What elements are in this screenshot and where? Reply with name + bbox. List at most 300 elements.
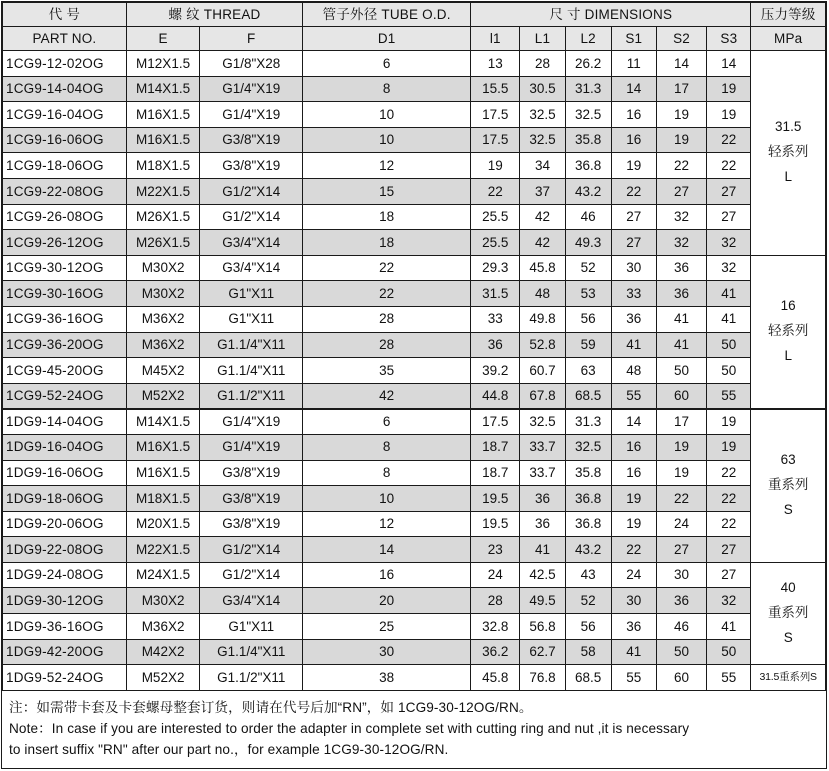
cell-L2: 35.8 — [565, 127, 611, 153]
part-number-cell: 1CG9-26-12OG — [3, 230, 127, 256]
part-number-cell: 1CG9-52-24OG — [3, 383, 127, 409]
cell-E: M14X1.5 — [126, 76, 199, 102]
cell-E: M16X1.5 — [126, 127, 199, 153]
cell-S3: 22 — [707, 460, 751, 486]
part-number-cell: 1CG9-30-12OG — [3, 255, 127, 281]
header-col-S2: S2 — [656, 27, 706, 51]
cell-L1: 42 — [520, 204, 565, 230]
part-number-cell: 1CG9-36-20OG — [3, 332, 127, 358]
cell-S2: 22 — [656, 486, 706, 512]
cell-S2: 24 — [656, 511, 706, 537]
cell-S2: 19 — [656, 127, 706, 153]
pressure-class-line: 轻系列 — [767, 144, 809, 160]
cell-l1: 19.5 — [471, 511, 520, 537]
table-row — [3, 409, 826, 435]
cell-S2: 50 — [656, 639, 706, 665]
cell-D1: 18 — [303, 230, 471, 256]
cell-S1: 16 — [611, 434, 656, 460]
cell-L1: 33.7 — [520, 434, 565, 460]
cell-L1: 56.8 — [520, 614, 565, 640]
cell-L2: 43.2 — [565, 537, 611, 563]
cell-S1: 22 — [611, 537, 656, 563]
table-row — [3, 281, 826, 307]
cell-L2: 26.2 — [565, 51, 611, 77]
cell-F: G1/2"X14 — [200, 562, 303, 588]
cell-F: G1/4"X19 — [200, 409, 303, 435]
cell-L2: 32.5 — [565, 434, 611, 460]
cell-S1: 36 — [611, 306, 656, 332]
cell-S1: 24 — [611, 562, 656, 588]
cell-L2: 49.3 — [565, 230, 611, 256]
note-chinese: 注：如需带卡套及卡套螺母整套订货，则请在代号后加“RN”，如 1CG9-30-12OG/RN。 — [9, 699, 533, 715]
cell-E: M16X1.5 — [126, 460, 199, 486]
part-number-cell: 1CG9-14-04OG — [3, 76, 127, 102]
part-number-cell: 1CG9-26-08OG — [3, 204, 127, 230]
header-col-d1: D1 — [303, 27, 471, 51]
cell-S3: 27 — [707, 537, 751, 563]
header-col-L1: L1 — [520, 27, 565, 51]
cell-D1: 30 — [303, 639, 471, 665]
table-body — [3, 51, 826, 691]
cell-S2: 32 — [656, 230, 706, 256]
cell-L1: 30.5 — [520, 76, 565, 102]
cell-F: G1.1/4"X11 — [200, 358, 303, 384]
part-number-cell: 1DG9-20-06OG — [3, 511, 127, 537]
cell-S3: 41 — [707, 281, 751, 307]
cell-S3: 14 — [707, 51, 751, 77]
pressure-class-line: 31.5 — [775, 119, 802, 135]
cell-S1: 14 — [611, 409, 656, 435]
cell-L1: 62.7 — [520, 639, 565, 665]
cell-E: M20X1.5 — [126, 511, 199, 537]
pressure-class-line: 重系列 — [767, 477, 809, 493]
cell-D1: 10 — [303, 486, 471, 512]
pressure-class-line: S — [783, 630, 793, 646]
cell-L2: 36.8 — [565, 511, 611, 537]
cell-S3: 27 — [707, 204, 751, 230]
cell-D1: 35 — [303, 358, 471, 384]
cell-D1: 28 — [303, 306, 471, 332]
cell-L1: 49.5 — [520, 588, 565, 614]
cell-S3: 41 — [707, 614, 751, 640]
cell-L2: 43.2 — [565, 178, 611, 204]
header-col-L2: L2 — [565, 27, 611, 51]
cell-D1: 14 — [303, 537, 471, 563]
cell-l1: 44.8 — [471, 383, 520, 409]
table-row — [3, 255, 826, 281]
cell-E: M36X2 — [126, 614, 199, 640]
cell-D1: 22 — [303, 281, 471, 307]
table-row — [3, 639, 826, 665]
cell-L1: 32.5 — [520, 127, 565, 153]
cell-L2: 53 — [565, 281, 611, 307]
pressure-class-cell — [751, 409, 826, 563]
part-number-cell: 1DG9-14-04OG — [3, 409, 127, 435]
cell-L2: 52 — [565, 255, 611, 281]
cell-D1: 38 — [303, 665, 471, 691]
pressure-class-cell — [751, 665, 826, 691]
cell-S2: 46 — [656, 614, 706, 640]
cell-l1: 25.5 — [471, 230, 520, 256]
cell-S2: 32 — [656, 204, 706, 230]
table-row — [3, 306, 826, 332]
cell-L1: 42 — [520, 230, 565, 256]
pressure-class-line: 轻系列 — [767, 323, 809, 339]
cell-E: M45X2 — [126, 358, 199, 384]
pressure-class-line: L — [784, 169, 792, 185]
pressure-class-line: 31.5重系列S — [759, 670, 817, 683]
cell-E: M42X2 — [126, 639, 199, 665]
cell-S2: 17 — [656, 76, 706, 102]
cell-L2: 36.8 — [565, 486, 611, 512]
cell-S1: 30 — [611, 255, 656, 281]
cell-E: M30X2 — [126, 281, 199, 307]
cell-L1: 45.8 — [520, 255, 565, 281]
cell-S3: 41 — [707, 306, 751, 332]
part-number-cell: 1CG9-36-16OG — [3, 306, 127, 332]
cell-E: M26X1.5 — [126, 204, 199, 230]
cell-S3: 32 — [707, 230, 751, 256]
cell-D1: 6 — [303, 51, 471, 77]
cell-S3: 50 — [707, 332, 751, 358]
cell-S1: 55 — [611, 383, 656, 409]
cell-S1: 19 — [611, 153, 656, 179]
cell-F: G3/8"X19 — [200, 486, 303, 512]
cell-L1: 41 — [520, 537, 565, 563]
cell-S3: 22 — [707, 127, 751, 153]
cell-S3: 50 — [707, 639, 751, 665]
header-part-no: PART NO. — [3, 27, 127, 51]
table-row — [3, 204, 826, 230]
cell-E: M52X2 — [126, 665, 199, 691]
cell-F: G3/4"X14 — [200, 588, 303, 614]
cell-F: G1.1/2"X11 — [200, 383, 303, 409]
cell-D1: 12 — [303, 511, 471, 537]
cell-L1: 32.5 — [520, 409, 565, 435]
part-number-cell: 1CG9-16-04OG — [3, 102, 127, 128]
cell-S1: 55 — [611, 665, 656, 691]
cell-S3: 27 — [707, 178, 751, 204]
header-col-f: F — [200, 27, 303, 51]
cell-S3: 27 — [707, 562, 751, 588]
cell-S1: 16 — [611, 102, 656, 128]
cell-F: G1.1/2"X11 — [200, 665, 303, 691]
cell-S1: 36 — [611, 614, 656, 640]
cell-E: M22X1.5 — [126, 537, 199, 563]
cell-L1: 42.5 — [520, 562, 565, 588]
cell-S2: 41 — [656, 332, 706, 358]
cell-S3: 22 — [707, 486, 751, 512]
cell-L2: 31.3 — [565, 76, 611, 102]
cell-l1: 18.7 — [471, 460, 520, 486]
cell-S1: 19 — [611, 486, 656, 512]
table-header — [3, 3, 826, 51]
cell-L1: 37 — [520, 178, 565, 204]
cell-E: M18X1.5 — [126, 153, 199, 179]
cell-S2: 36 — [656, 281, 706, 307]
cell-l1: 22 — [471, 178, 520, 204]
cell-D1: 10 — [303, 127, 471, 153]
cell-L1: 52.8 — [520, 332, 565, 358]
cell-D1: 8 — [303, 76, 471, 102]
part-number-cell: 1DG9-24-08OG — [3, 562, 127, 588]
cell-D1: 12 — [303, 153, 471, 179]
cell-E: M22X1.5 — [126, 178, 199, 204]
cell-D1: 6 — [303, 409, 471, 435]
cell-F: G3/4"X14 — [200, 230, 303, 256]
cell-l1: 19.5 — [471, 486, 520, 512]
cell-F: G1.1/4"X11 — [200, 639, 303, 665]
cell-l1: 29.3 — [471, 255, 520, 281]
cell-D1: 16 — [303, 562, 471, 588]
cell-S2: 14 — [656, 51, 706, 77]
cell-S1: 11 — [611, 51, 656, 77]
cell-S3: 50 — [707, 358, 751, 384]
cell-D1: 18 — [303, 204, 471, 230]
cell-S1: 16 — [611, 460, 656, 486]
part-number-cell: 1DG9-36-16OG — [3, 614, 127, 640]
cell-L2: 32.5 — [565, 102, 611, 128]
cell-E: M18X1.5 — [126, 486, 199, 512]
cell-S2: 22 — [656, 153, 706, 179]
cell-L1: 49.8 — [520, 306, 565, 332]
cell-L2: 52 — [565, 588, 611, 614]
cell-S3: 22 — [707, 153, 751, 179]
part-number-cell: 1DG9-30-12OG — [3, 588, 127, 614]
cell-L2: 31.3 — [565, 409, 611, 435]
cell-S1: 14 — [611, 76, 656, 102]
cell-L1: 32.5 — [520, 102, 565, 128]
cell-l1: 28 — [471, 588, 520, 614]
cell-L1: 67.8 — [520, 383, 565, 409]
spec-sheet — [1, 1, 827, 769]
part-number-cell: 1DG9-16-06OG — [3, 460, 127, 486]
cell-E: M30X2 — [126, 588, 199, 614]
cell-L1: 33.7 — [520, 460, 565, 486]
cell-F: G1/4"X19 — [200, 102, 303, 128]
cell-S3: 32 — [707, 588, 751, 614]
part-number-cell: 1DG9-16-04OG — [3, 434, 127, 460]
cell-S2: 27 — [656, 537, 706, 563]
cell-E: M16X1.5 — [126, 434, 199, 460]
cell-S3: 22 — [707, 511, 751, 537]
cell-l1: 36.2 — [471, 639, 520, 665]
note-english-line-1: Note：In case if you are interested to order the adapter in complete set with cutting ring and nut ,it is necessary — [9, 720, 690, 736]
part-number-cell: 1CG9-30-16OG — [3, 281, 127, 307]
pressure-class-cell — [751, 51, 826, 256]
cell-F: G1"X11 — [200, 306, 303, 332]
cell-L2: 59 — [565, 332, 611, 358]
cell-S2: 41 — [656, 306, 706, 332]
cell-F: G1.1/4"X11 — [200, 332, 303, 358]
cell-F: G1/2"X14 — [200, 204, 303, 230]
cell-D1: 8 — [303, 434, 471, 460]
cell-l1: 23 — [471, 537, 520, 563]
cell-L1: 36 — [520, 486, 565, 512]
cell-F: G3/8"X19 — [200, 511, 303, 537]
cell-F: G1/4"X19 — [200, 76, 303, 102]
header-col-S3: S3 — [707, 27, 751, 51]
table-row — [3, 537, 826, 563]
cell-S1: 19 — [611, 511, 656, 537]
part-number-cell: 1CG9-18-06OG — [3, 153, 127, 179]
cell-L1: 48 — [520, 281, 565, 307]
cell-S1: 41 — [611, 332, 656, 358]
part-number-cell: 1CG9-12-02OG — [3, 51, 127, 77]
cell-S3: 19 — [707, 434, 751, 460]
part-number-cell: 1DG9-18-06OG — [3, 486, 127, 512]
header-col-e: E — [126, 27, 199, 51]
cell-F: G1/2"X14 — [200, 537, 303, 563]
cell-L2: 63 — [565, 358, 611, 384]
cell-l1: 32.8 — [471, 614, 520, 640]
cell-l1: 31.5 — [471, 281, 520, 307]
cell-L2: 35.8 — [565, 460, 611, 486]
note-english-line-2: to insert suffix "RN" after our part no.，for example 1CG9-30-12OG/RN. — [9, 741, 449, 757]
cell-L1: 34 — [520, 153, 565, 179]
cell-l1: 18.7 — [471, 434, 520, 460]
table-row — [3, 460, 826, 486]
table-row — [3, 230, 826, 256]
cell-L2: 68.5 — [565, 665, 611, 691]
cell-S2: 27 — [656, 178, 706, 204]
cell-S3: 19 — [707, 102, 751, 128]
cell-S2: 17 — [656, 409, 706, 435]
header-thread: 螺 纹 THREAD — [126, 3, 302, 27]
cell-L2: 43 — [565, 562, 611, 588]
cell-l1: 19 — [471, 153, 520, 179]
cell-S1: 41 — [611, 639, 656, 665]
table-row — [3, 102, 826, 128]
cell-L1: 60.7 — [520, 358, 565, 384]
cell-L2: 58 — [565, 639, 611, 665]
cell-S2: 30 — [656, 562, 706, 588]
cell-S2: 60 — [656, 665, 706, 691]
pressure-class-line: 重系列 — [767, 605, 809, 621]
cell-L2: 56 — [565, 306, 611, 332]
cell-l1: 25.5 — [471, 204, 520, 230]
cell-l1: 45.8 — [471, 665, 520, 691]
cell-F: G1/2"X14 — [200, 178, 303, 204]
header-pressure-unit: MPa — [751, 27, 826, 51]
cell-E: M26X1.5 — [126, 230, 199, 256]
pressure-class-line: L — [784, 348, 792, 364]
cell-L2: 68.5 — [565, 383, 611, 409]
table-row — [3, 332, 826, 358]
cell-S2: 36 — [656, 255, 706, 281]
cell-S1: 16 — [611, 127, 656, 153]
pressure-class-line: 16 — [780, 298, 796, 314]
cell-L2: 36.8 — [565, 153, 611, 179]
cell-S1: 48 — [611, 358, 656, 384]
cell-F: G3/8"X19 — [200, 153, 303, 179]
cell-E: M16X1.5 — [126, 102, 199, 128]
cell-E: M14X1.5 — [126, 409, 199, 435]
cell-l1: 17.5 — [471, 127, 520, 153]
cell-l1: 39.2 — [471, 358, 520, 384]
cell-S1: 27 — [611, 204, 656, 230]
table-row — [3, 588, 826, 614]
pressure-class-line: 63 — [780, 452, 796, 468]
pressure-class-cell — [751, 255, 826, 409]
cell-L1: 76.8 — [520, 665, 565, 691]
cell-l1: 33 — [471, 306, 520, 332]
pressure-class-line: S — [783, 502, 793, 518]
cell-S1: 27 — [611, 230, 656, 256]
cell-E: M36X2 — [126, 306, 199, 332]
table-row — [3, 153, 826, 179]
cell-S1: 30 — [611, 588, 656, 614]
cell-S2: 50 — [656, 358, 706, 384]
cell-F: G1/4"X19 — [200, 434, 303, 460]
table-row — [3, 127, 826, 153]
cell-S2: 19 — [656, 102, 706, 128]
header-col-l1-lower: l1 — [471, 27, 520, 51]
cell-D1: 10 — [303, 102, 471, 128]
cell-E: M52X2 — [126, 383, 199, 409]
table-row — [3, 434, 826, 460]
dimensions-table — [2, 2, 826, 691]
header-tube-od: 管子外径 TUBE O.D. — [303, 3, 471, 27]
cell-F: G1"X11 — [200, 281, 303, 307]
cell-l1: 17.5 — [471, 102, 520, 128]
cell-F: G3/4"X14 — [200, 255, 303, 281]
cell-E: M12X1.5 — [126, 51, 199, 77]
cell-S2: 19 — [656, 434, 706, 460]
cell-l1: 15.5 — [471, 76, 520, 102]
cell-l1: 17.5 — [471, 409, 520, 435]
cell-l1: 36 — [471, 332, 520, 358]
cell-S2: 60 — [656, 383, 706, 409]
cell-D1: 22 — [303, 255, 471, 281]
cell-S3: 55 — [707, 665, 751, 691]
table-row — [3, 614, 826, 640]
pressure-class-line: 40 — [780, 580, 796, 596]
cell-F: G1/8"X28 — [200, 51, 303, 77]
part-number-cell: 1DG9-52-24OG — [3, 665, 127, 691]
cell-S1: 22 — [611, 178, 656, 204]
cell-D1: 42 — [303, 383, 471, 409]
table-row — [3, 76, 826, 102]
part-number-cell: 1CG9-16-06OG — [3, 127, 127, 153]
cell-F: G3/8"X19 — [200, 127, 303, 153]
table-row — [3, 358, 826, 384]
cell-D1: 20 — [303, 588, 471, 614]
part-number-cell: 1CG9-22-08OG — [3, 178, 127, 204]
header-dimensions: 尺 寸 DIMENSIONS — [471, 3, 751, 27]
cell-D1: 15 — [303, 178, 471, 204]
part-number-cell: 1CG9-45-20OG — [3, 358, 127, 384]
cell-D1: 28 — [303, 332, 471, 358]
cell-L1: 28 — [520, 51, 565, 77]
header-col-S1: S1 — [611, 27, 656, 51]
table-row — [3, 665, 826, 691]
table-row — [3, 486, 826, 512]
cell-D1: 8 — [303, 460, 471, 486]
pressure-class-cell — [751, 562, 826, 664]
cell-D1: 25 — [303, 614, 471, 640]
cell-S3: 55 — [707, 383, 751, 409]
table-row — [3, 51, 826, 77]
table-row — [3, 511, 826, 537]
cell-F: G3/8"X19 — [200, 460, 303, 486]
header-pressure-cn: 压力等级 — [751, 3, 826, 27]
cell-l1: 13 — [471, 51, 520, 77]
table-row — [3, 562, 826, 588]
cell-S3: 32 — [707, 255, 751, 281]
part-number-cell: 1DG9-42-20OG — [3, 639, 127, 665]
header-code-cn: 代 号 — [3, 3, 127, 27]
